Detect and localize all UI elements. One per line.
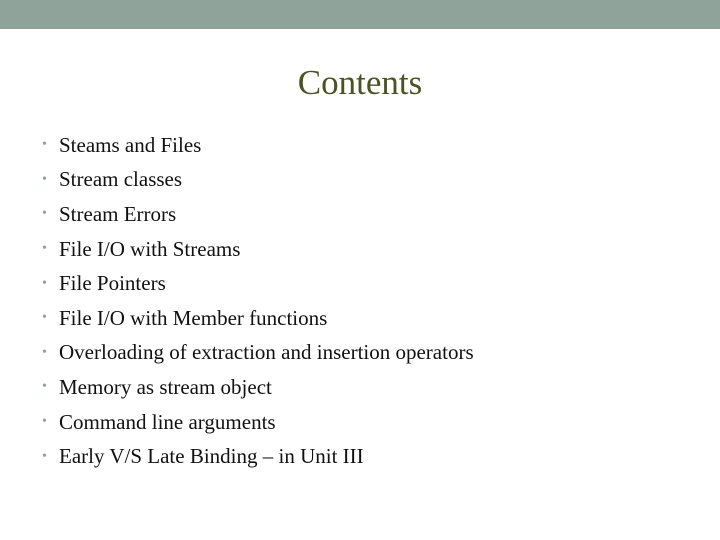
list-item-text: Steams and Files [59,132,202,157]
list-item-text: Memory as stream object [59,374,272,399]
bullet-dot-icon: • [42,137,47,153]
list-item-text: Overloading of extraction and insertion operators [59,340,474,365]
list-item-text: Stream Errors [59,201,177,226]
list-item [42,232,474,267]
top-accent-bar [0,0,720,29]
list-item [42,128,474,163]
bullet-dot-icon: • [42,275,47,291]
list-item-text: File I/O with Streams [59,236,241,261]
list-item [42,266,474,301]
slide-title: Contents [297,63,423,102]
list-item [42,439,474,474]
bullet-dot-icon: • [42,344,47,360]
list-item-text: Command line arguments [59,409,276,434]
bullet-dot-icon: • [42,414,47,430]
list-item [42,163,474,198]
bullet-dot-icon: • [42,310,47,326]
bullet-dot-icon: • [42,241,47,257]
bullet-dot-icon: • [42,206,47,222]
bullet-dot-icon: • [42,379,47,395]
contents-list [42,128,474,474]
list-item [42,405,474,440]
bullet-dot-icon: • [42,448,47,464]
list-item-text: Stream classes [59,167,183,192]
list-item-text: Early V/S Late Binding – in Unit III [59,444,364,469]
list-item [42,301,474,336]
list-item [42,370,474,405]
bullet-dot-icon: • [42,171,47,187]
list-item [42,197,474,232]
list-item [42,336,474,371]
list-item-text: File I/O with Member functions [59,305,328,330]
list-item-text: File Pointers [59,271,166,296]
